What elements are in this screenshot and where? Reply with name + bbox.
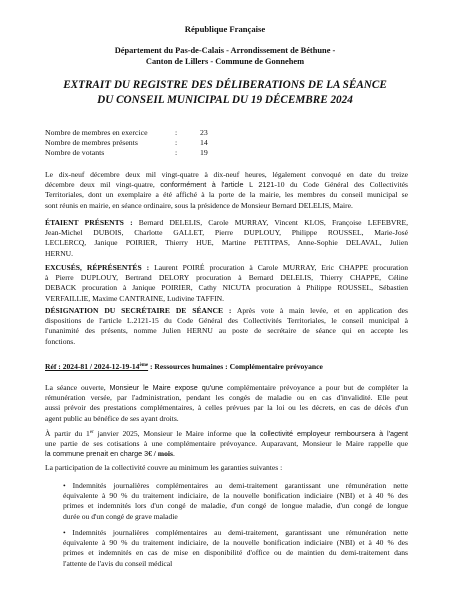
text-span: décembre deux mil vingt-quatre, [45,180,161,190]
presents-label: ÉTAIENT PRÉSENTS : [45,218,133,227]
text-span: Laurent POIRÉ procuration à Carole MURRAY, Eric CHAPPE procuration [149,263,408,272]
text-line: La participation de la collectivité couvre au minimum les garanties suivantes : [45,463,283,472]
reference-line [45,362,408,372]
count-colon: : [175,137,178,147]
text-line: l'unanimité des présents, nomme Julien HERNU au poste de secrétaire de séance qui en accepte les [45,326,408,336]
text-line [45,306,408,316]
count-colon: : [175,128,178,137]
euro-symbol: € [148,449,152,459]
text-span: La séance ouverte, [45,383,110,392]
reference-number: Réf : 2024-81 / 2024-12-19-14 [45,362,140,371]
text-line: DEBACK procuration à Janique POIRIER, Cathy NICUTA procuration à Philippe ROUSSEL, Sébastien [45,283,408,293]
text-line [45,449,408,459]
count-row-voters [45,148,208,158]
text-line: l'attente de l'avis du conseil médical [63,558,173,568]
text-line: équivalente à 90 % du traitement indiciaire, de la nouvelle bonification indiciaire (NBI) et à 40 % des [63,538,408,548]
reference-sup: ème [139,363,149,368]
guarantee-item-1 [63,481,408,522]
highlighted-text: la collectivité employeur remboursera à l'agent [250,429,408,438]
text-span: -10 du Code Général des Collectivités [274,180,408,190]
text-span: Bernard DELELIS, Carole MURRAY, Vincent KLOS, Françoise LEFEBVRE, [132,218,408,227]
text-line: durée ou d'un congé de grave maladie [63,511,178,521]
text-line: rémunération versée, par l'administration, pendant les congés de maladie ou en cas d'invalidité. Elle peut [45,393,408,403]
text-line: LECLERCQ, Janique POIRIER, Thierry HUE, Martine PETITPAS, Anne-Sophie DELAVAL, Julien [45,238,408,248]
reference-code [45,362,148,371]
text-line: aussi prévoir des prestations complémentaires, à celles prévues par la loi ou les décrets, en cas de décès d'un [45,403,408,413]
highlighted-text: conformément à l'article L 2121 [160,180,275,190]
text-line [45,383,408,393]
text-line: • Indemnités journalières complémentaires au demi-traitement garantissant une rémunération nette [63,481,408,490]
text-span: Après vote à main levée, et en application des [231,306,408,315]
intro-paragraph [45,170,408,211]
department-line-2: Canton de Lillers - Commune de Gonnehem [145,57,305,66]
text-line [45,429,408,439]
count-label: Nombre de membres en exercice [45,128,148,137]
text-line: Le dix-neuf décembre deux mil vingt-quatre à dix-neuf heures, légalement convoqué en date du treize [45,170,408,179]
text-span: À partir du 1 [45,429,90,438]
text-line: une partie de ses cotisations à une complémentaire prévoyance. Auparavant, Monsieur le Maire rappelle que [45,439,408,449]
text-line: fonctions. [45,336,76,346]
text-line [45,180,408,190]
count-row-members [45,128,208,138]
highlighted-text: Monsieur le Maire expose qu'une [109,383,224,392]
paragraph-participation [45,463,408,473]
presents-paragraph [45,218,408,259]
per-month: / mois [151,449,173,459]
count-colon: : [175,147,178,157]
text-line [45,218,408,228]
text-line: primes et indemnités lors d'un congé de maladie, d'un congé de longue maladie, d'un congé de longue [63,501,408,511]
secretary-label: DÉSIGNATION DU SECRÉTAIRE DE SÉANCE : [45,306,232,315]
department-line-1: Département du Pas-de-Calais - Arrondissement de Béthune - [114,46,336,55]
count-value: 14 [200,137,208,147]
text-line: équivalente à 90 % du traitement indiciaire, de la nouvelle bonification indiciaire (NBI) et à 40 % des [63,491,408,501]
text-line: agent public au bénéfice de ses ayant droits. [45,413,179,423]
text-line: à Pierre DUPLOUY, Bertrand DELORY procuration à Bernard DELELIS, Thierry CHAPPE, Céline [45,273,408,283]
text-span: janvier 2025, Monsieur le Maire informe que [93,429,251,438]
text-span: complémentaire prévoyance a pour but de compléter la [223,383,408,392]
paragraph-exposition [45,383,408,424]
text-line: • Indemnités journalières complémentaires au demi-traitement, garantissant une rémunération nette [63,528,408,537]
count-row-present [45,138,208,148]
text-line: Jean-Michel DUBOIS, Charlotte GALLET, Pierre DUPLOUY, Philippe ROUSSEL, Marie-José [45,228,408,238]
text-line: primes et indemnités en cas de mise en disponibilité d'office ou de maintien du demi-traitement dans [63,548,408,558]
republic-heading: République Française [184,24,266,34]
document-title-line-1: EXTRAIT DU REGISTRE DES DÉLIBERATIONS DE LA SÉANCE [63,79,387,91]
deliberation-reference [45,362,408,372]
guarantee-item-2 [63,528,408,569]
text-line [45,263,408,273]
count-value: 23 [200,128,208,137]
count-label: Nombre de membres présents [45,137,138,147]
paragraph-reimbursement [45,429,408,460]
ordinal-sup: er [89,430,94,435]
excuses-label: EXCUSÉS, RÉPRÉSENTÉS : [45,263,150,272]
count-label: Nombre de votants [45,147,105,157]
text-line: dispositions de l'article L.2121-15 du Code Général des Collectivités Territoriales, le conseil municipal à [45,316,408,326]
member-counts [45,128,208,157]
count-value: 19 [200,147,208,157]
highlighted-text: la commune prenait en charge 3 [45,449,149,459]
secretary-paragraph [45,306,408,347]
text-line: Territoriales, dont un exemplaire a été affiché à la porte de la mairie, les membres du conseil municipal se [45,190,408,200]
reference-subject: : Ressources humaines : Complémentaire prévoyance [148,362,323,371]
text-span: . [173,449,175,459]
text-line: HERNU. [45,248,74,258]
text-line: VERFAILLIE, Maxime CANTRAINE, Ludivine TAFFIN. [45,293,225,303]
document-title-line-2: DU CONSEIL MUNICIPAL DU 19 DÉCEMBRE 2024 [97,94,353,106]
excuses-paragraph [45,263,408,304]
text-line: sont réunis en mairie, en séance ordinaire, sous la présidence de Monsieur Bernard DELELIS, Maire. [45,200,353,210]
